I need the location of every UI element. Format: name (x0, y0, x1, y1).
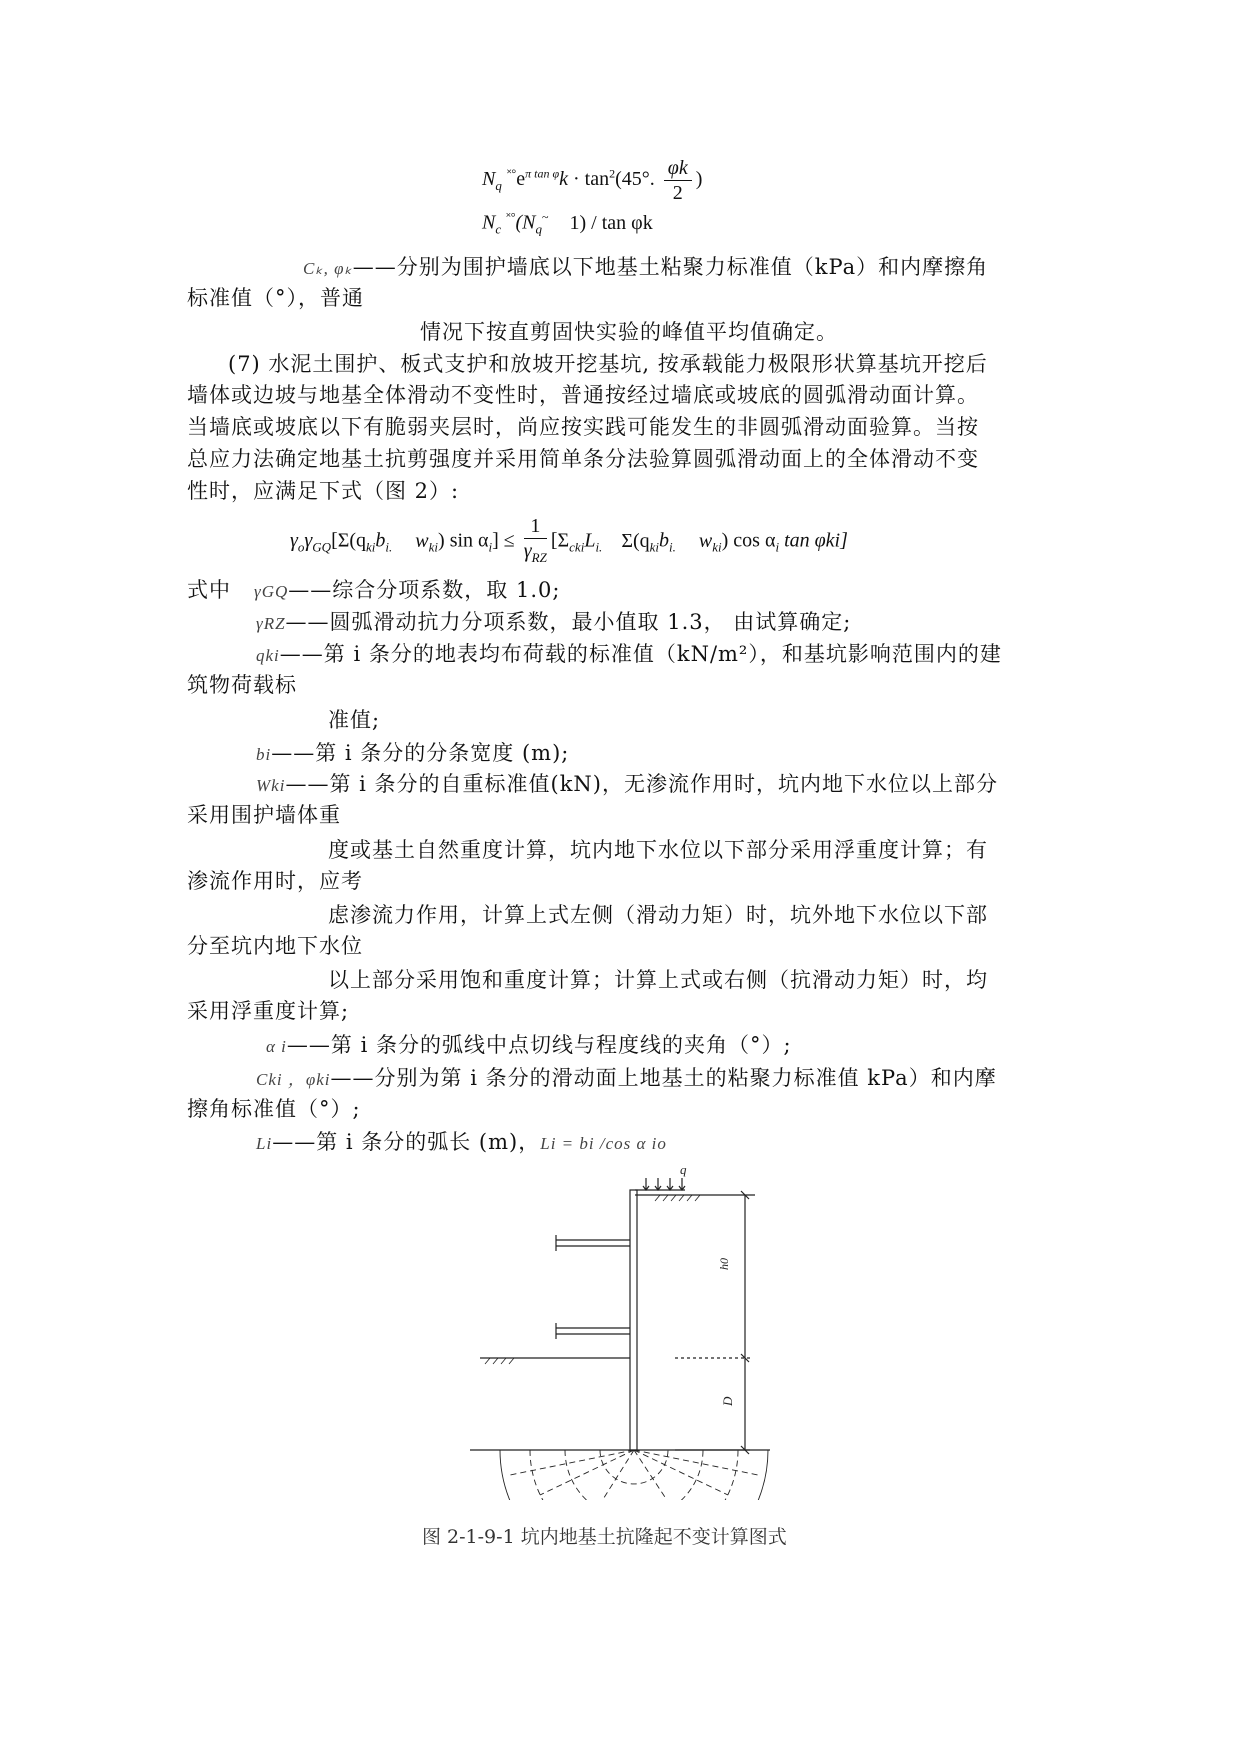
ck-definition-line3: 情况下按直剪固快实验的峰值平均值确定。 (420, 320, 838, 344)
w-definition-line2: 采用围护墙体重 (187, 803, 341, 827)
c-definition-line2: 擦角标准值（°）; (187, 1097, 361, 1121)
q-definition-line3: 准值; (328, 708, 381, 732)
q-definition: qki——第 i 条分的地表均布荷载的标准值（kN/m²），和基坑影响范围内的建 (256, 642, 1002, 666)
c-definition: Cki ，φki——分别为第 i 条分的滑动面上地基土的粘聚力标准值 kPa）和内摩 (256, 1066, 997, 1090)
paragraph-7-line2: 墙体或边坡与地基全体滑动不变性时，普通按经过墙底或坡底的圆弧滑动面计算。 (187, 383, 979, 407)
excavation-diagram (470, 1160, 770, 1500)
ck-definition: Cₖ, φₖ——分别为围护墙底以下地基土粘聚力标准值（kPa）和内摩擦角 (303, 255, 989, 279)
formula-nq: $N_q$ $^{˟^\circ}e^{\pi tan \varphi}k \cdot \tan^2(45^\circ$. $\frac{\varphi k}{2}$ ) (482, 157, 703, 204)
nq-fraction: $\frac{\varphi k}{2}$ (664, 156, 692, 205)
w-definition-line4: 渗流作用时，应考 (187, 869, 363, 893)
formula-stability: $\gamma_o\gamma_{GQ}[\Sigma(q_{ki}b_{i.}$ $w_{ki}$) $\sin \alpha_i$] ≤ $\frac{1}{\gamma_{RZ}}$ [$\Sigma_{cki}L_{i.}$ $\Sigma(q_{ki}b_{i.}$ $w_{ki}$) $\cos \alpha_i$ tan φki] (290, 514, 848, 570)
w-definition-line3: 度或基土自然重度计算，坑内地下水位以下部分采用浮重度计算；有 (328, 838, 988, 862)
ground-hatch-top (655, 1195, 700, 1201)
rz-definition: γRZ——圆弧滑动抗力分项系数，最小值取 1.3， 由试算确定; (256, 610, 852, 634)
l-definition: Li——第 i 条分的弧长 (m)，Li = bi /cos α io (256, 1130, 667, 1154)
gq-definition: 式中 γGQ——综合分项系数，取 1.0; (187, 578, 561, 602)
stability-fraction: $\frac{1}{\gamma_{RZ}}$ (523, 515, 547, 565)
surcharge-arrows (643, 1178, 685, 1190)
q-definition-line2: 筑物荷载标 (187, 673, 297, 697)
slip-arcs (500, 1450, 768, 1500)
paragraph-7-line1: (7) 水泥土围护、板式支护和放坡开挖基坑, 按承载能力极限形状算基坑开挖后 (228, 352, 988, 376)
retaining-wall (630, 1190, 637, 1450)
figure-caption: 图 2-1-9-1 坑内地基土抗隆起不变计算图式 (422, 1526, 787, 1548)
w-definition-line5: 虑渗流力作用，计算上式左侧（滑动力矩）时，坑外地下水位以下部 (328, 903, 988, 927)
paragraph-7-line3: 当墙底或坡底以下有脆弱夹层时，尚应按实践可能发生的非圆弧滑动面验算。当按 (187, 415, 979, 439)
b-definition: bi——第 i 条分的分条宽度 (m); (256, 741, 570, 765)
formula-nc: $N_c$ $^{˟^\circ}(N_q^\sim$ 1) / tan φk (482, 210, 653, 237)
label-d: D (720, 1396, 735, 1406)
w-definition-line6: 分至坑内地下水位 (187, 934, 363, 958)
w-definition: Wki——第 i 条分的自重标准值(kN)，无渗流作用时，坑内地下水位以上部分 (256, 772, 998, 796)
label-h0: h0 (717, 1258, 731, 1270)
paragraph-7-line4: 总应力法确定地基土抗剪强度并采用简单条分法验算圆弧滑动面上的全体滑动不变 (187, 447, 979, 471)
w-definition-line7: 以上部分采用饱和重度计算；计算上式或右侧（抗滑动力矩）时，均 (328, 968, 988, 992)
alpha-definition: α i——第 i 条分的弧线中点切线与程度线的夹角（°）; (266, 1033, 792, 1057)
paragraph-7-line5: 性时，应满足下式（图 2）: (187, 479, 460, 503)
label-q: q (680, 1162, 687, 1177)
w-definition-line8: 采用浮重度计算; (187, 999, 350, 1023)
ck-definition-line2: 标准值（°），普通 (187, 286, 364, 310)
ground-hatch-bottom (485, 1358, 514, 1364)
